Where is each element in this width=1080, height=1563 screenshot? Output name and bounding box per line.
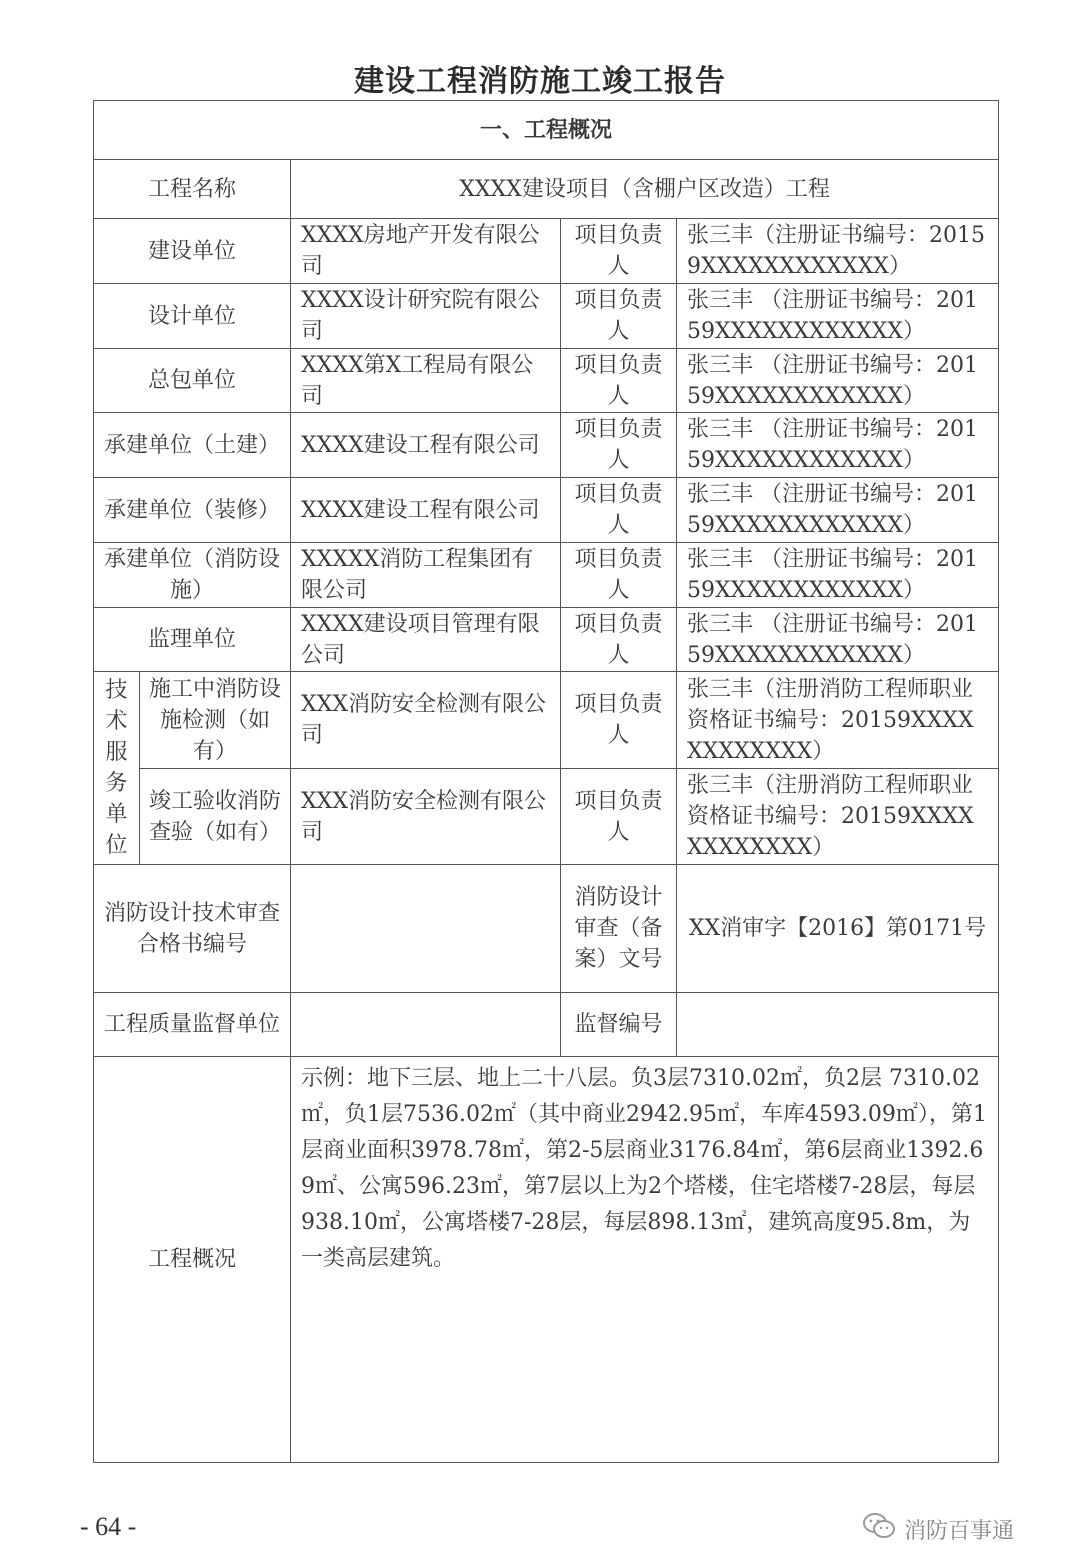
unit-label: 监理单位 — [94, 608, 291, 672]
page-number: - 64 - — [80, 1512, 137, 1541]
tech-service-role: 项目负责人 — [561, 672, 677, 769]
wechat-icon — [862, 1512, 896, 1546]
quality-supervision-no-value — [677, 993, 999, 1057]
design-review-label: 消防设计技术审查合格书编号 — [94, 865, 291, 993]
tech-service-group-label — [94, 672, 140, 865]
unit-label: 建设单位 — [94, 219, 291, 284]
unit-row — [94, 219, 999, 284]
tech-service-company: XXX消防安全检测有限公司 — [291, 672, 561, 769]
unit-company: XXXX建设工程有限公司 — [291, 478, 561, 543]
unit-row — [94, 284, 999, 349]
tech-service-person: 张三丰（注册消防工程师职业资格证书编号：20159XXXXXXXXXXXX） — [677, 672, 999, 769]
unit-person: 张三丰 （注册证书编号：20159XXXXXXXXXXXX） — [677, 284, 999, 349]
unit-row — [94, 478, 999, 543]
tech-service-company: XXX消防安全检测有限公司 — [291, 769, 561, 865]
quality-supervision-row — [94, 993, 999, 1057]
design-review-doc-label: 消防设计审查（备案）文号 — [561, 865, 677, 993]
design-review-row — [94, 865, 999, 993]
overview-label: 工程概况 — [94, 1057, 291, 1463]
unit-role: 项目负责人 — [561, 608, 677, 672]
unit-person: 张三丰 （注册证书编号：20159XXXXXXXXXXXX） — [677, 349, 999, 413]
tech-service-group-text: 技术服务单位 — [105, 678, 128, 858]
unit-label: 总包单位 — [94, 349, 291, 413]
unit-company: XXXX设计研究院有限公司 — [291, 284, 561, 349]
unit-row — [94, 349, 999, 413]
unit-role: 项目负责人 — [561, 478, 677, 543]
tech-service-label: 施工中消防设施检测（如有） — [140, 672, 291, 769]
unit-company: XXXX建设工程有限公司 — [291, 413, 561, 478]
overview-row — [94, 1057, 999, 1463]
unit-person: 张三丰（注册证书编号：20159XXXXXXXXXXXX） — [677, 219, 999, 284]
unit-role: 项目负责人 — [561, 219, 677, 284]
unit-company: XXXX第X工程局有限公司 — [291, 349, 561, 413]
section-heading: 一、工程概况 — [94, 101, 999, 160]
unit-role: 项目负责人 — [561, 413, 677, 478]
unit-label: 承建单位（装修） — [94, 478, 291, 543]
project-name-value: XXXX建设项目（含棚户区改造）工程 — [291, 160, 999, 219]
quality-supervision-no-label: 监督编号 — [561, 993, 677, 1057]
unit-company: XXXX房地产开发有限公司 — [291, 219, 561, 284]
tech-service-row — [94, 672, 999, 769]
unit-row — [94, 608, 999, 672]
unit-role: 项目负责人 — [561, 543, 677, 608]
unit-company: XXXXX消防工程集团有限公司 — [291, 543, 561, 608]
report-table — [93, 100, 999, 1463]
project-name-row — [94, 160, 999, 219]
design-review-value — [291, 865, 561, 993]
unit-person: 张三丰 （注册证书编号：20159XXXXXXXXXXXX） — [677, 608, 999, 672]
project-name-label: 工程名称 — [94, 160, 291, 219]
tech-service-role: 项目负责人 — [561, 769, 677, 865]
quality-supervision-label: 工程质量监督单位 — [94, 993, 291, 1057]
unit-row — [94, 413, 999, 478]
unit-person: 张三丰 （注册证书编号：20159XXXXXXXXXXXX） — [677, 478, 999, 543]
unit-label: 承建单位（土建） — [94, 413, 291, 478]
unit-label: 设计单位 — [94, 284, 291, 349]
tech-service-label: 竣工验收消防查验（如有） — [140, 769, 291, 865]
unit-person: 张三丰 （注册证书编号：20159XXXXXXXXXXXX） — [677, 543, 999, 608]
unit-label: 承建单位（消防设施） — [94, 543, 291, 608]
unit-row — [94, 543, 999, 608]
section-heading-row — [94, 101, 999, 160]
unit-person: 张三丰 （注册证书编号：20159XXXXXXXXXXXX） — [677, 413, 999, 478]
quality-supervision-value — [291, 993, 561, 1057]
watermark-text: 消防百事通 — [904, 1518, 1015, 1544]
unit-role: 项目负责人 — [561, 284, 677, 349]
unit-company: XXXX建设项目管理有限公司 — [291, 608, 561, 672]
unit-role: 项目负责人 — [561, 349, 677, 413]
tech-service-row — [94, 769, 999, 865]
tech-service-person: 张三丰（注册消防工程师职业资格证书编号：20159XXXXXXXXXXXX） — [677, 769, 999, 865]
overview-text: 示例：地下三层、地上二十八层。负3层7310.02㎡，负2层 7310.02㎡，负1层7536.02㎡（其中商业2942.95㎡，车库4593.09㎡），第1层商业面积3978.78㎡，第2-5层商业3176.84㎡，第6层商业1392.69㎡、公寓596.23㎡，第7层以上为2个塔楼，住宅塔楼7-28层，每层938.10㎡，公寓塔楼7-28层，每层898.13㎡，建筑高度95.8m，为一类高层建筑。 — [291, 1057, 999, 1463]
document-title: 建设工程消防施工竣工报告 — [354, 64, 726, 99]
design-review-doc-value: XX消审字【2016】第0171号 — [677, 865, 999, 993]
watermark — [862, 1512, 1014, 1546]
